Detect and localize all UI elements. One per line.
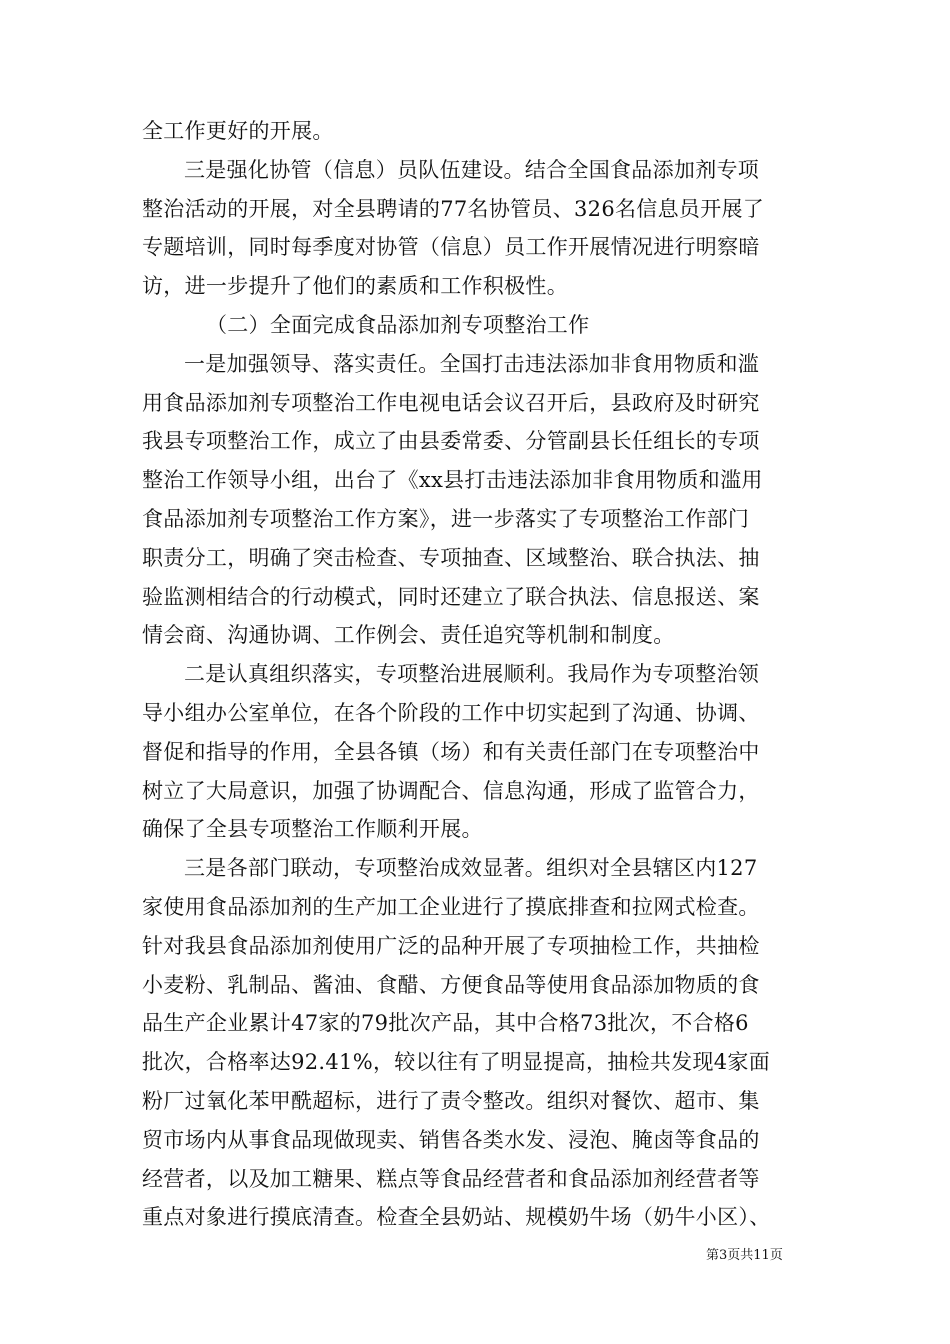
body-line: 整治工作领导小组，出台了《xx县打击违法添加非食用物质和滥用 <box>142 468 763 493</box>
body-line: 督促和指导的作用，全县各镇（场）和有关责任部门在专项整治中 <box>142 739 760 764</box>
body-line: 食品添加剂专项整治工作方案》，进一步落实了专项整治工作部门 <box>142 506 750 531</box>
body-line: 导小组办公室单位，在各个阶段的工作中切实起到了沟通、协调、 <box>142 700 760 725</box>
paragraph-start-line: 一是加强领导、落实责任。全国打击违法添加非食用物质和滥 <box>184 351 760 376</box>
body-line: 经营者，以及加工糖果、糕点等食品经营者和食品添加剂经营者等 <box>142 1166 760 1191</box>
body-line: 职责分工，明确了突击检查、专项抽查、区域整治、联合执法、抽 <box>142 545 760 570</box>
body-line: 用食品添加剂专项整治工作电视电话会议召开后，县政府及时研究 <box>142 390 760 415</box>
body-line: 重点对象进行摸底清查。检查全县奶站、规模奶牛场（奶牛小区）、 <box>142 1205 771 1230</box>
body-line: 专题培训，同时每季度对协管（信息）员工作开展情况进行明察暗 <box>142 235 760 260</box>
document-body <box>142 112 814 1237</box>
paragraph-start-line: 二是认真组织落实，专项整治进展顺利。我局作为专项整治领 <box>184 662 760 687</box>
body-line: 贸市场内从事食品现做现卖、销售各类水发、浸泡、腌卤等食品的 <box>142 1127 760 1152</box>
body-line: 小麦粉、乳制品、酱油、食醋、方便食品等使用食品添加物质的食 <box>142 972 760 997</box>
body-line: 全工作更好的开展。 <box>142 119 334 143</box>
body-line: 粉厂过氧化苯甲酰超标，进行了责令整改。组织对餐饮、超市、集 <box>142 1088 760 1113</box>
paragraph-start-line: 三是强化协管（信息）员队伍建设。结合全国食品添加剂专项 <box>184 157 760 182</box>
paragraph-start-line: 三是各部门联动，专项整治成效显著。组织对全县辖区内127 <box>184 856 758 881</box>
body-line: 访，进一步提升了他们的素质和工作积极性。 <box>142 274 568 299</box>
body-line: 批次，合格率达92.41%，较以往有了明显提高，抽检共发现4家面 <box>142 1050 771 1075</box>
section-heading: （二）全面完成食品添加剂专项整治工作 <box>206 312 590 337</box>
body-line: 整治活动的开展，对全县聘请的77名协管员、326名信息员开展了 <box>142 196 765 221</box>
page-number: 第3页共11页 <box>706 1248 783 1263</box>
body-line: 确保了全县专项整治工作顺利开展。 <box>142 817 483 842</box>
body-line: 我县专项整治工作，成立了由县委常委、分管副县长任组长的专项 <box>142 429 760 454</box>
body-line: 品生产企业累计47家的79批次产品，其中合格73批次，不合格6 <box>142 1011 749 1036</box>
body-line: 针对我县食品添加剂使用广泛的品种开展了专项抽检工作，共抽检 <box>142 933 760 958</box>
body-line: 树立了大局意识，加强了协调配合、信息沟通，形成了监管合力， <box>142 778 760 803</box>
body-line: 验监测相结合的行动模式，同时还建立了联合执法、信息报送、案 <box>142 584 760 609</box>
body-line: 情会商、沟通协调、工作例会、责任追究等机制和制度。 <box>142 623 675 648</box>
body-line: 家使用食品添加剂的生产加工企业进行了摸底排查和拉网式检查。 <box>142 894 760 919</box>
